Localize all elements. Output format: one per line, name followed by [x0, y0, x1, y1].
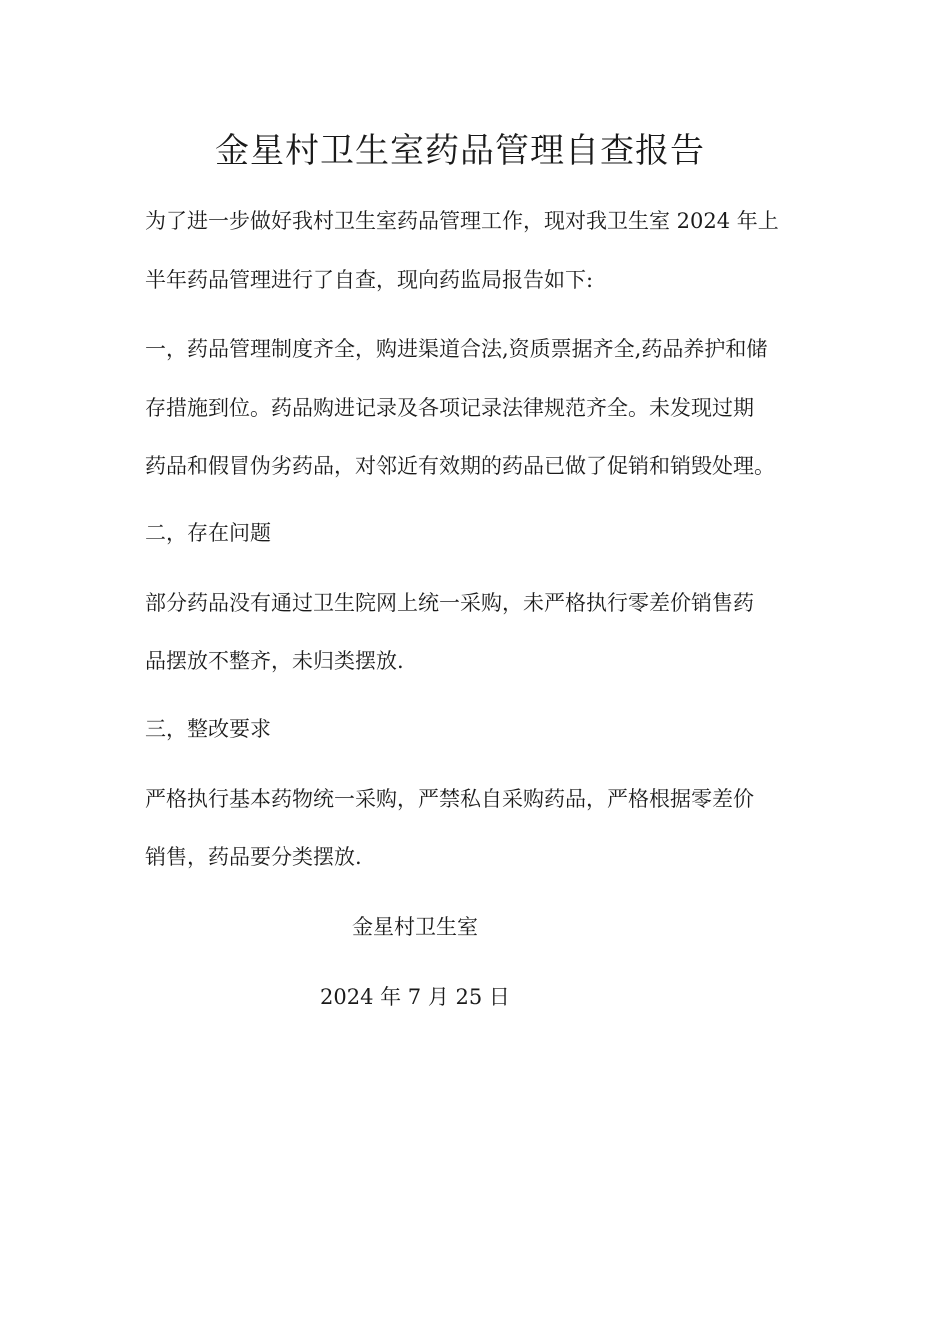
intro-line-2: 半年药品管理进行了自查，现向药监局报告如下: — [145, 268, 594, 292]
signature-date: 2024 年 7 月 25 日 — [320, 985, 510, 1009]
signature-organization: 金星村卫生室 — [352, 915, 478, 939]
intro-line-1: 为了进一步做好我村卫生室药品管理工作，现对我卫生室 2024 年上 — [145, 209, 779, 233]
section1-line-3: 药品和假冒伪劣药品，对邻近有效期的药品已做了促销和销毁处理。 — [145, 454, 775, 478]
section1-line-2: 存措施到位。药品购进记录及各项记录法律规范齐全。未发现过期 — [145, 396, 754, 420]
section3-line-2: 销售，药品要分类摆放. — [145, 845, 362, 869]
section2-line-2: 品摆放不整齐，未归类摆放. — [145, 649, 404, 673]
section2-line-1: 部分药品没有通过卫生院网上统一采购，未严格执行零差价销售药 — [145, 591, 754, 615]
section3-line-1: 严格执行基本药物统一采购，严禁私自采购药品，严格根据零差价 — [145, 787, 754, 811]
document-title: 金星村卫生室药品管理自查报告 — [215, 131, 705, 171]
section1-line-1: 一，药品管理制度齐全，购进渠道合法,资质票据齐全,药品养护和储 — [145, 337, 768, 361]
section3-heading: 三，整改要求 — [145, 717, 271, 741]
section2-heading: 二，存在问题 — [145, 521, 271, 545]
